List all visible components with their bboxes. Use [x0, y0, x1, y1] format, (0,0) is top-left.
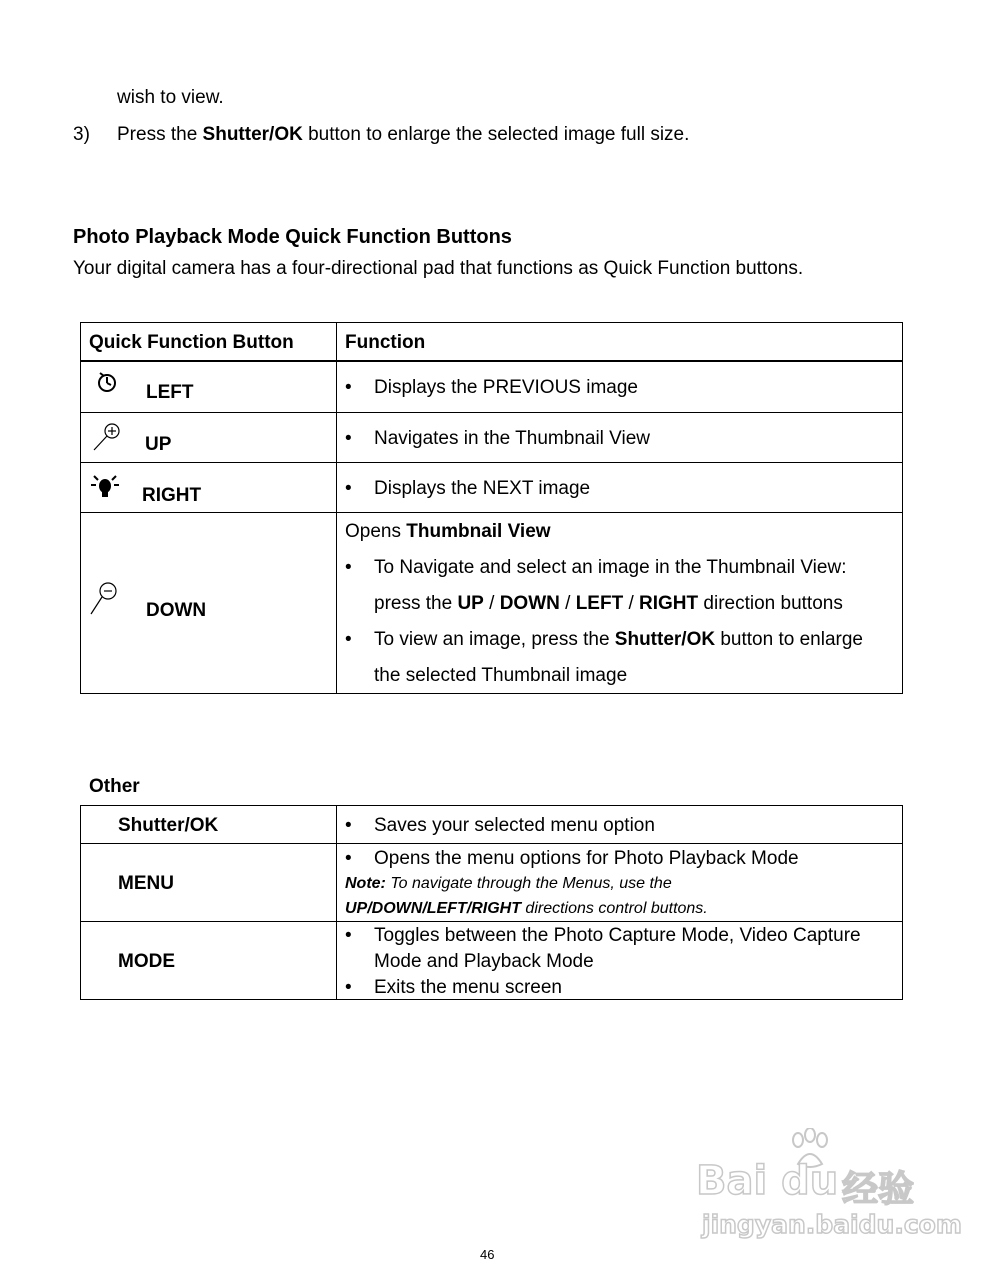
down-bullet-1-line-2: press the UP / DOWN / LEFT / RIGHT direction buttons: [374, 593, 843, 614]
bullet: •: [345, 428, 352, 449]
mode-bullet-1-line-2: Mode and Playback Mode: [374, 951, 594, 972]
opens-thumbnail-text: Opens Thumbnail View: [345, 521, 551, 542]
mode-label: MODE: [118, 951, 175, 972]
bullet: •: [345, 377, 352, 398]
button-cell: [81, 362, 337, 412]
button-label-up: UP: [145, 434, 172, 455]
function-cell: [337, 463, 902, 512]
table-row: [81, 806, 902, 843]
table-row: [81, 362, 902, 412]
quick-function-table: [80, 322, 903, 694]
down-bullet-2-line-1: To view an image, press the Shutter/OK button to enlarge: [374, 629, 863, 650]
function-cell: [337, 362, 902, 412]
watermark-url: jingyan.baidu.com: [702, 1210, 962, 1239]
other-table: [80, 805, 903, 1000]
button-cell: [81, 922, 337, 999]
shutter-ok-label: Shutter/OK: [118, 815, 219, 836]
mode-bullet-2: Exits the menu screen: [374, 977, 562, 998]
baidu-watermark: [696, 1128, 962, 1243]
intro-paragraph: Your digital camera has a four-directional pad that functions as Quick Function buttons.: [73, 258, 804, 279]
button-label-left: LEFT: [146, 382, 194, 403]
button-cell: [81, 806, 337, 843]
function-cell: [337, 513, 902, 693]
continued-text: wish to view.: [117, 87, 224, 108]
bullet: •: [345, 925, 352, 946]
function-cell: [337, 922, 902, 999]
button-cell: [81, 463, 337, 512]
function-cell: [337, 844, 902, 921]
table-row: [81, 512, 902, 693]
button-label-right: RIGHT: [142, 485, 202, 506]
table-header-row: [81, 323, 902, 362]
button-cell: [81, 413, 337, 462]
zoom-out-icon: [89, 580, 123, 618]
section-title: Photo Playback Mode Quick Function Buttons: [73, 226, 512, 248]
table-row: [81, 921, 902, 999]
flash-icon: [89, 473, 121, 499]
bullet: •: [345, 977, 352, 998]
button-cell: [81, 844, 337, 921]
step-number: 3): [73, 124, 90, 145]
self-timer-icon: [95, 370, 119, 394]
bullet: •: [345, 629, 352, 650]
header-function: Function: [345, 332, 426, 353]
bullet: •: [345, 557, 352, 578]
menu-label: MENU: [118, 873, 174, 894]
function-cell: [337, 806, 902, 843]
button-cell: [81, 513, 337, 693]
bullet: •: [345, 848, 352, 869]
other-title: Other: [89, 776, 140, 797]
function-text: Saves your selected menu option: [374, 815, 655, 836]
step-text: Press the Shutter/OK button to enlarge the selected image full size.: [117, 124, 690, 145]
function-text: Opens the menu options for Photo Playback Mode: [374, 848, 799, 869]
page-number: 46: [480, 1247, 495, 1262]
table-row: [81, 843, 902, 921]
button-label-down: DOWN: [146, 600, 207, 621]
bullet: •: [345, 478, 352, 499]
down-bullet-2-line-2: the selected Thumbnail image: [374, 665, 628, 686]
watermark-cn: 经验: [842, 1169, 915, 1210]
down-bullet-1-line-1: To Navigate and select an image in the Thumbnail View:: [374, 557, 847, 578]
menu-note-line-1: Note: To navigate through the Menus, use the: [345, 875, 672, 892]
mode-bullet-1-line-1: Toggles between the Photo Capture Mode, Video Capture: [374, 925, 861, 946]
header-button: Quick Function Button: [81, 323, 337, 360]
table-row: [81, 412, 902, 462]
function-text: Displays the NEXT image: [374, 478, 591, 499]
menu-note-line-2: UP/DOWN/LEFT/RIGHT directions control buttons.: [345, 900, 708, 917]
bullet: •: [345, 815, 352, 836]
function-text: Navigates in the Thumbnail View: [374, 428, 651, 449]
watermark-brand: Bai du: [696, 1158, 839, 1204]
function-cell: [337, 413, 902, 462]
table-row: [81, 462, 902, 512]
zoom-in-icon: [91, 420, 125, 454]
function-text: Displays the PREVIOUS image: [374, 377, 638, 398]
